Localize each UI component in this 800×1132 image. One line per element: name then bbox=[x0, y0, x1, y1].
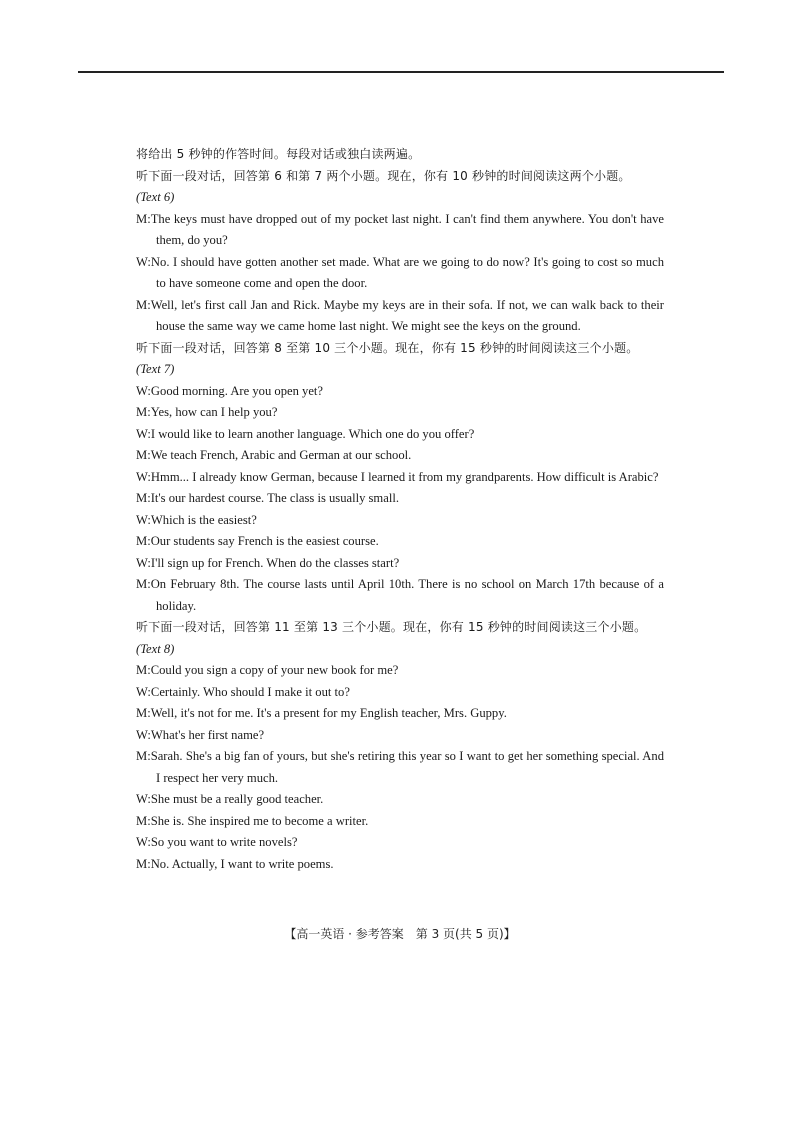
speaker: M: bbox=[136, 577, 151, 591]
dialogue-line bbox=[136, 445, 664, 467]
speaker: W: bbox=[136, 727, 151, 742]
instruction-text7: 听下面一段对话，回答第 8 至第 10 三个小题。现在，你有 15 秒钟的时间阅读这三个小题。 bbox=[136, 340, 639, 355]
utterance: The keys must have dropped out of my pocket last night. I can't find them anywhere. You don't have them, do you? bbox=[150, 211, 664, 247]
utterance: Sarah. She's a big fan of yours, but she's retiring this year so I want to get her something special. And I respect her very much. bbox=[150, 749, 664, 785]
speaker: W: bbox=[136, 254, 151, 269]
header-rule bbox=[78, 71, 724, 73]
dialogue-line bbox=[136, 854, 664, 876]
speaker: W: bbox=[136, 684, 151, 699]
utterance: Our students say French is the easiest course. bbox=[150, 534, 379, 548]
utterance: We teach French, Arabic and German at our school. bbox=[150, 448, 412, 462]
dialogue-line bbox=[136, 725, 664, 747]
speaker: M: bbox=[136, 534, 151, 548]
dialogue-line bbox=[136, 703, 664, 725]
speaker: W: bbox=[136, 555, 151, 570]
text7-label: (Text 7) bbox=[136, 362, 175, 376]
dialogue-line bbox=[136, 424, 664, 446]
text6-dialogue bbox=[136, 209, 664, 338]
dialogue-line bbox=[136, 510, 664, 532]
utterance: So you want to write novels? bbox=[150, 835, 298, 849]
speaker: W: bbox=[136, 835, 151, 849]
text6-label: (Text 6) bbox=[136, 190, 175, 204]
utterance: I'll sign up for French. When do the classes start? bbox=[150, 555, 400, 570]
utterance: What's her first name? bbox=[150, 727, 265, 742]
utterance: Hmm... I already know German, because I learned it from my grandparents. How difficult is Arabic? bbox=[150, 469, 659, 484]
utterance: No. I should have gotten another set made. What are we going to do now? It's going to cost so much to have someone come and open the door. bbox=[150, 254, 664, 290]
text8-dialogue bbox=[136, 660, 664, 875]
speaker: W: bbox=[136, 469, 151, 484]
dialogue-line bbox=[136, 402, 664, 424]
dialogue-line bbox=[136, 467, 664, 489]
utterance: Yes, how can I help you? bbox=[150, 405, 278, 419]
utterance: Certainly. Who should I make it out to? bbox=[150, 684, 350, 699]
utterance: On February 8th. The course lasts until April 10th. There is no school on March 17th because of a holiday. bbox=[150, 577, 664, 613]
instruction-intro: 将给出 5 秒钟的作答时间。每段对话或独白读两遍。 bbox=[136, 147, 421, 161]
speaker: W: bbox=[136, 426, 151, 441]
utterance: Well, let's first call Jan and Rick. Maybe my keys are in their sofa. If not, we can walk back to their house the same way we came home last night. We might see the keys on the ground. bbox=[150, 297, 664, 333]
speaker: M: bbox=[136, 448, 151, 462]
speaker: M: bbox=[136, 813, 151, 828]
speaker: W: bbox=[136, 792, 151, 806]
dialogue-line bbox=[136, 295, 664, 338]
dialogue-line bbox=[136, 209, 664, 252]
utterance: Could you sign a copy of your new book for me? bbox=[150, 663, 399, 677]
text8-label: (Text 8) bbox=[136, 641, 175, 656]
utterance: It's our hardest course. The class is usually small. bbox=[150, 491, 399, 505]
page-footer: 【高一英语 · 参考答案 第 3 页(共 5 页)】 bbox=[284, 927, 516, 941]
dialogue-line bbox=[136, 789, 664, 811]
utterance: I would like to learn another language. Which one do you offer? bbox=[150, 426, 475, 441]
document-body bbox=[136, 144, 664, 875]
utterance: Good morning. Are you open yet? bbox=[150, 383, 324, 398]
text7-dialogue bbox=[136, 381, 664, 618]
utterance: She must be a really good teacher. bbox=[150, 792, 324, 806]
speaker: M: bbox=[136, 211, 151, 226]
dialogue-line bbox=[136, 832, 664, 854]
instruction-text6: 听下面一段对话，回答第 6 和第 7 两个小题。现在，你有 10 秒钟的时间阅读这两个小题。 bbox=[136, 168, 631, 183]
speaker: W: bbox=[136, 512, 151, 527]
speaker: M: bbox=[136, 749, 151, 763]
utterance: She is. She inspired me to become a writer. bbox=[150, 813, 369, 828]
dialogue-line bbox=[136, 488, 664, 510]
utterance: Which is the easiest? bbox=[150, 512, 257, 527]
instruction-text8: 听下面一段对话，回答第 11 至第 13 三个小题。现在，你有 15 秒钟的时间阅读这三个小题。 bbox=[136, 620, 647, 634]
speaker: M: bbox=[136, 706, 151, 720]
dialogue-line bbox=[136, 252, 664, 295]
utterance: No. Actually, I want to write poems. bbox=[150, 856, 334, 871]
dialogue-line bbox=[136, 682, 664, 704]
dialogue-line bbox=[136, 746, 664, 789]
speaker: M: bbox=[136, 491, 151, 505]
dialogue-line bbox=[136, 660, 664, 682]
dialogue-line bbox=[136, 811, 664, 833]
dialogue-line bbox=[136, 553, 664, 575]
dialogue-line bbox=[136, 531, 664, 553]
speaker: M: bbox=[136, 297, 151, 312]
speaker: W: bbox=[136, 383, 151, 398]
dialogue-line bbox=[136, 381, 664, 403]
dialogue-line bbox=[136, 574, 664, 617]
speaker: M: bbox=[136, 856, 151, 871]
speaker: M: bbox=[136, 405, 151, 419]
utterance: Well, it's not for me. It's a present for my English teacher, Mrs. Guppy. bbox=[150, 706, 507, 720]
speaker: M: bbox=[136, 663, 151, 677]
